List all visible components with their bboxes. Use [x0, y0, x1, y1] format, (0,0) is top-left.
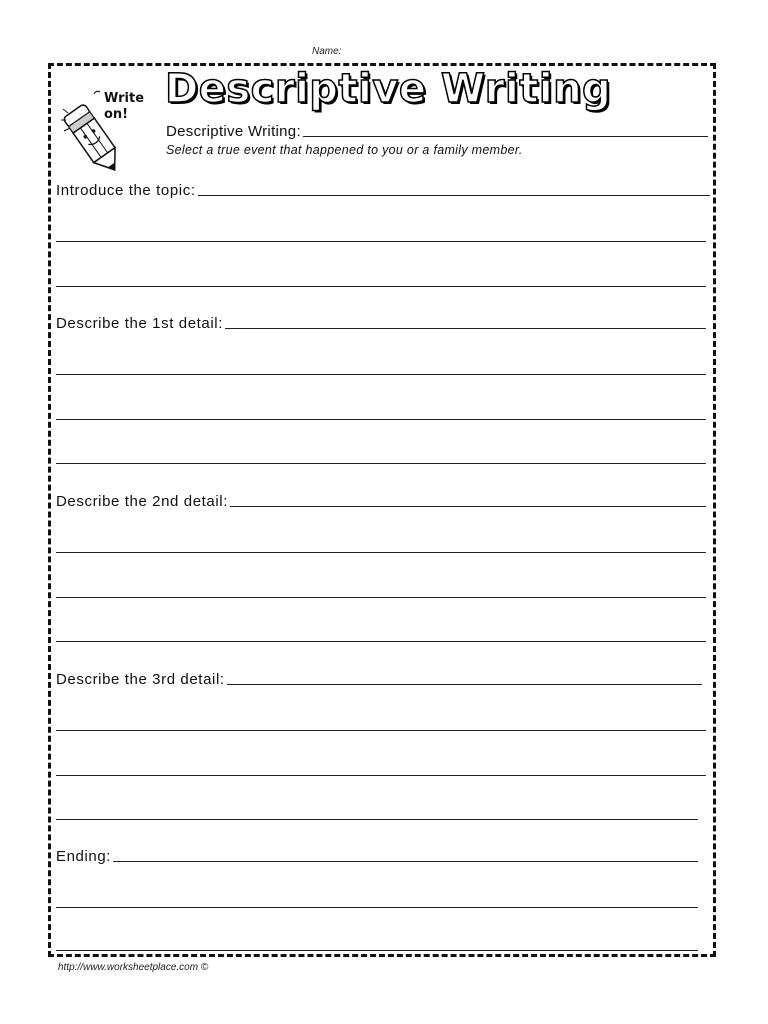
name-label: Name: [312, 46, 342, 57]
prompt-detail1-blank[interactable] [225, 328, 706, 329]
answer-line[interactable] [56, 730, 706, 731]
answer-line[interactable] [56, 552, 706, 553]
prompt-ending-row [56, 847, 698, 865]
svg-text:Write: Write [104, 91, 145, 106]
subtitle-label: Descriptive Writing: [166, 123, 301, 140]
pencil-clipart-icon [58, 80, 150, 172]
answer-line[interactable] [56, 597, 706, 598]
svg-text:on!: on! [104, 107, 129, 122]
prompt-detail2-label: Describe the 2nd detail: [56, 493, 228, 510]
answer-line[interactable] [56, 775, 706, 776]
prompt-intro-blank[interactable] [198, 195, 710, 196]
answer-line[interactable] [56, 819, 698, 820]
prompt-detail1-row [56, 314, 706, 332]
subtitle-row [166, 122, 708, 140]
answer-line[interactable] [56, 463, 706, 464]
answer-line[interactable] [56, 374, 706, 375]
prompt-detail1-label: Describe the 1st detail: [56, 315, 223, 332]
prompt-detail3-row [56, 670, 702, 688]
prompt-ending-label: Ending: [56, 848, 112, 865]
answer-line[interactable] [56, 641, 706, 642]
prompt-ending-blank[interactable] [113, 861, 698, 862]
subtitle-blank[interactable] [303, 136, 708, 137]
prompt-intro-row [56, 181, 710, 199]
answer-line[interactable] [56, 241, 706, 242]
answer-line[interactable] [56, 950, 698, 951]
answer-line[interactable] [56, 419, 706, 420]
answer-line[interactable] [56, 907, 698, 908]
prompt-detail3-blank[interactable] [227, 684, 702, 685]
prompt-detail2-row [56, 492, 706, 510]
prompt-detail2-blank[interactable] [230, 506, 706, 507]
answer-line[interactable] [56, 286, 706, 287]
worksheet-title: Descriptive Writing [165, 66, 612, 112]
footer-url[interactable]: http://www.worksheetplace.com © [58, 962, 209, 973]
prompt-detail3-label: Describe the 3rd detail: [56, 671, 225, 688]
instruction-text: Select a true event that happened to you or a family member. [166, 143, 523, 157]
prompt-intro-label: Introduce the topic: [56, 182, 196, 199]
